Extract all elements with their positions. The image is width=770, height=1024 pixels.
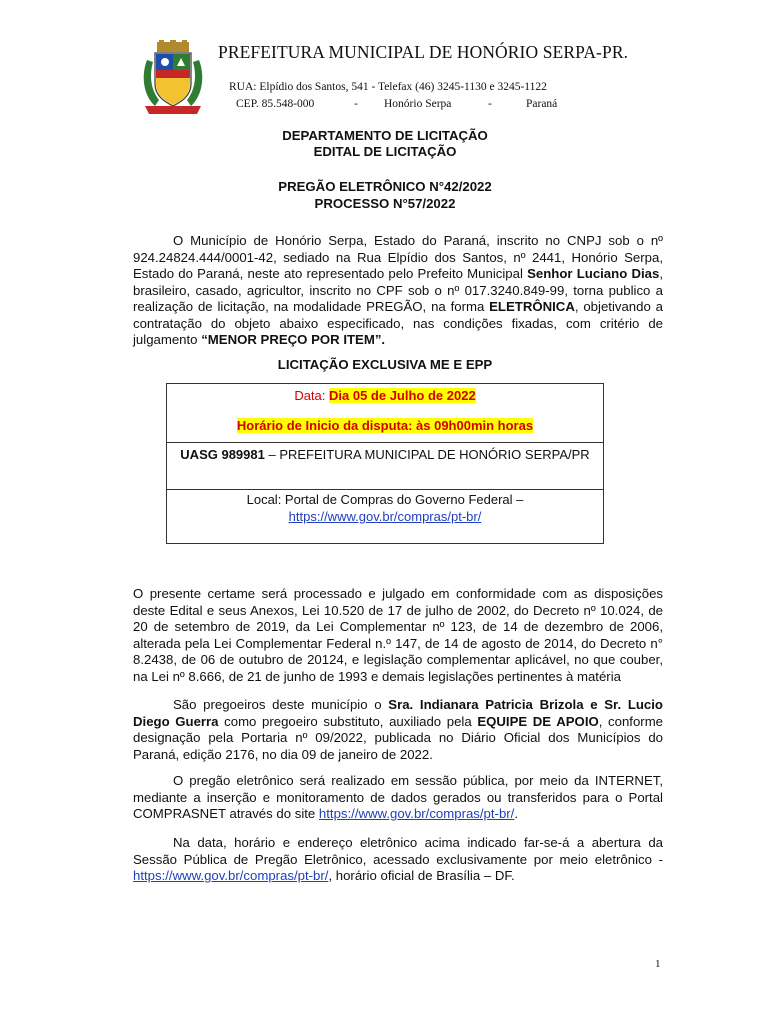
header-title: PREFEITURA MUNICIPAL DE HONÓRIO SERPA-PR. <box>218 42 629 62</box>
compras-link[interactable]: https://www.gov.br/compras/pt-br/ <box>288 509 482 524</box>
exclusiva-title: LICITAÇÃO EXCLUSIVA ME E EPP <box>277 357 493 372</box>
department-title: DEPARTAMENTO DE LICITAÇÃO <box>282 128 488 143</box>
intro-paragraph: O Município de Honório Serpa, Estado do Paraná, inscrito no CNPJ sob o nº 924.24824.444/0001-42, sediado na Rua Elpídio dos Santos, nº 2441, Honório Serpa, Estado do Paraná, neste ato representado pelo Prefeito Municipal Senhor Luciano Dias, brasileiro, casado, agricultor, inscrito no CPF sob o nº 017.3240.849-99, torna publico a realização de licitação, na modalidade PREGÃO, na forma ELETRÔNICA, objetivando a contratação do objeto abaixo especificado, nas condições fixadas, com critério de julgamento “MENOR PREÇO POR ITEM”. <box>133 233 663 347</box>
header-separator: - <box>354 98 358 110</box>
pregoeiros-names: Sra. Indianara Patricia Brizola e Sr. Lucio Diego Guerra <box>133 697 663 729</box>
processo-title: PROCESSO N°57/2022 <box>314 196 456 211</box>
compras-link[interactable]: https://www.gov.br/compras/pt-br/ <box>133 868 329 883</box>
box-divider <box>167 489 603 490</box>
pregoeiros-paragraph: São pregoeiros deste município o Sra. Indianara Patricia Brizola e Sr. Lucio Diego Guerra como pregoeiro substituto, auxiliado pela EQUIPE DE APOIO, conforme designação pela Portaria nº 09/2022, publicada no Diário Oficial dos Municípios do Paraná, edição 2176, no dia 09 de janeiro de 2022. <box>133 697 664 762</box>
header-city: Honório Serpa <box>384 98 452 110</box>
page-number: 1 <box>655 958 661 970</box>
criterio-julgamento: “MENOR PREÇO POR ITEM”. <box>201 332 386 347</box>
header-separator: - <box>488 98 492 110</box>
certame-paragraph: O presente certame será processado e julgado em conformidade com as disposições deste Edital e seus Anexos, Lei 10.520 de 17 de julho de 2002, do Decreto nº 10.024, de 20 de setembro de 2019, da Lei Complementar nº 123, de 14 de dezembro de 2006, alterada pela Lei Complementar Federal n.º 147, de 14 de agosto de 2014, do Decreto n° 8.2438, de 06 de outubro de 20124, e legislação complementar aplicável, no que couber, na Lei nº 8.666, de 21 de junho de 1993 e demais legislações pertinentes à matéria <box>133 586 663 684</box>
edital-title: EDITAL DE LICITAÇÃO <box>313 144 457 159</box>
sessao-paragraph: Na data, horário e endereço eletrônico acima indicado far-se-á a abertura da Sessão Pública de Pregão Eletrônico, acessado exclusivamente por meio eletrônico - https://www.gov.br/compras/pt-br/, horário oficial de Brasília – DF. <box>133 835 663 883</box>
header-state: Paraná <box>526 98 558 110</box>
prefeito-name: Senhor Luciano Dias <box>527 266 660 281</box>
internet-paragraph: O pregão eletrônico será realizado em sessão pública, por meio da INTERNET, mediante a inserção e monitoramento de dados gerados ou transferidos para o Portal COMPRASNET através do site https://www.gov.br/compras/pt-br/. <box>133 773 663 821</box>
pregao-title: PREGÃO ELETRÔNICO N°42/2022 <box>278 179 492 194</box>
forma-eletronica: ELETRÔNICA <box>489 299 575 314</box>
coat-of-arms-icon <box>141 40 205 118</box>
auction-local-link-row <box>167 509 603 524</box>
header-cep: CEP. 85.548-000 <box>236 98 315 110</box>
auction-start-time: Horário de Inicio da disputa: às 09h00min horas <box>236 418 534 433</box>
equipe-apoio: EQUIPE DE APOIO <box>477 713 599 729</box>
header-address: RUA: Elpídio dos Santos, 541 - Telefax (46) 3245-1130 e 3245-1122 <box>229 81 547 93</box>
auction-local: Local: Portal de Compras do Governo Federal – <box>246 492 524 507</box>
box-divider <box>167 442 603 443</box>
uasg-line: UASG 989981 – PREFEITURA MUNICIPAL DE HONÓRIO SERPA/PR <box>180 447 590 462</box>
auction-info-box <box>166 383 604 544</box>
auction-date: Data: Dia 05 de Julho de 2022 <box>294 388 476 403</box>
compras-link[interactable]: https://www.gov.br/compras/pt-br/ <box>318 806 515 821</box>
